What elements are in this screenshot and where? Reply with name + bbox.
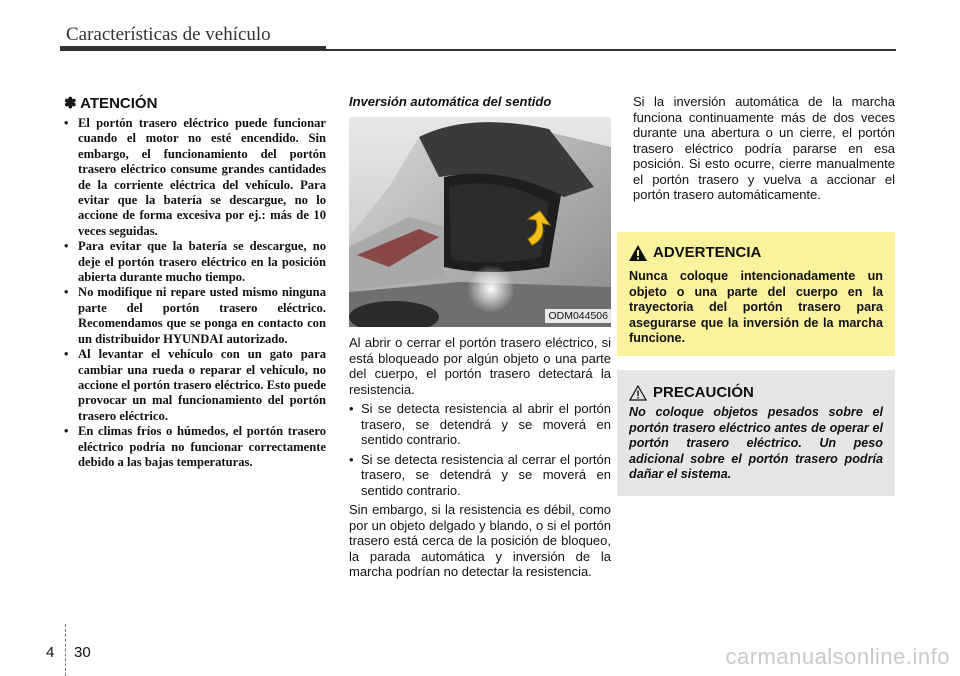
reverse-closing: Sin embargo, si la resistencia es débil, como por un objeto delgado y blando, o si el portón trasero está cerca de la posición de bloqueo, la parada automática y inversión de la marcha podrían no detectar la resistencia. [349,502,611,579]
suv-tailgate-illustration [349,117,611,327]
reverse-heading: Inversión automática del sentido [349,94,552,109]
warning-text: Nunca coloque intencionadamente un objeto o una parte del cuerpo en la trayectoria del portón trasero para asegurarse que la inversión de la marcha funcione. [629,269,883,345]
attention-list [64,116,326,470]
header-rule-thick [60,46,326,51]
attention-item: • Al levantar el vehículo con un gato para cambiar una rueda o reparar el vehículo, no accione el portón trasero eléctrico. Esto puede provocar un mal funcionamiento del portón trasero eléctrico. [64,347,326,424]
caution-triangle-icon [629,385,647,401]
attention-item: • En climas fríos o húmedos, el portón trasero eléctrico podría no funcionar correctamente debido a las bajas temperaturas. [64,424,326,470]
attention-title: ✽ ATENCIÓN [64,95,158,112]
reverse-continued [633,94,895,203]
reverse-col3-text: Si la inversión automática de la marcha funciona continuamente más de dos veces durante una abertura o un cierre, el portón trasero eléctrico podría pararse en esa posición. Si esto ocurre, cierre manualmente el portón trasero y vuelva a accionar el portón trasero automáticamente. [633,94,895,202]
page-header-title: Características de vehículo [66,24,271,45]
attention-item: • Para evitar que la batería se descargue, no deje el portón trasero eléctrico en la posición abierta durante mucho tiempo. [64,239,326,285]
warning-triangle-icon [629,245,647,261]
reverse-bullet: • Si se detecta resistencia al abrir el portón trasero, se detendrá y se moverá en sentido contrario. [349,401,611,448]
header-rule-thin [326,49,896,51]
page-number-divider [65,624,66,676]
caution-text: No coloque objetos pesados sobre el portón trasero eléctrico antes de operar el portón trasero eléctrico. Un peso adicional sobre el portón trasero podría dañar el sistema. [629,405,883,481]
warning-box [617,232,895,356]
reverse-bullets [349,401,611,498]
attention-section [64,94,326,470]
reverse-bullet: • Si se detecta resistencia al cerrar el portón trasero, se detendrá y se moverá en sentido contrario. [349,452,611,499]
caution-header [629,384,883,401]
caution-title: PRECAUCIÓN [653,384,754,401]
tailgate-photo [349,117,611,327]
reverse-section [349,94,611,580]
attention-item: • El portón trasero eléctrico puede funcionar cuando el motor no esté encendido. Sin embargo, el funcionamiento del portón trasero eléctrico consume grandes cantidades de la corriente eléctrica del vehículo. Para evitar que la batería se descargue, no lo accione de forma excesiva por ej.: más de 10 veces seguidas. [64,116,326,239]
page-number: 30 [74,644,91,661]
reverse-intro: Al abrir o cerrar el portón trasero eléctrico, si está bloqueado por algún objeto o una parte del cuerpo, el portón trasero detectará la resistencia. [349,335,611,397]
warning-header [629,244,883,261]
image-code: ODM044506 [545,309,611,323]
attention-item: • No modifique ni repare usted mismo ninguna parte del portón trasero eléctrico. Recomendamos que se ponga en contacto con un distribuidor HYUNDAI autorizado. [64,285,326,347]
caution-box [617,370,895,496]
warning-title: ADVERTENCIA [653,244,762,261]
watermark: carmanualsonline.info [725,644,950,669]
section-number: 4 [46,644,55,661]
